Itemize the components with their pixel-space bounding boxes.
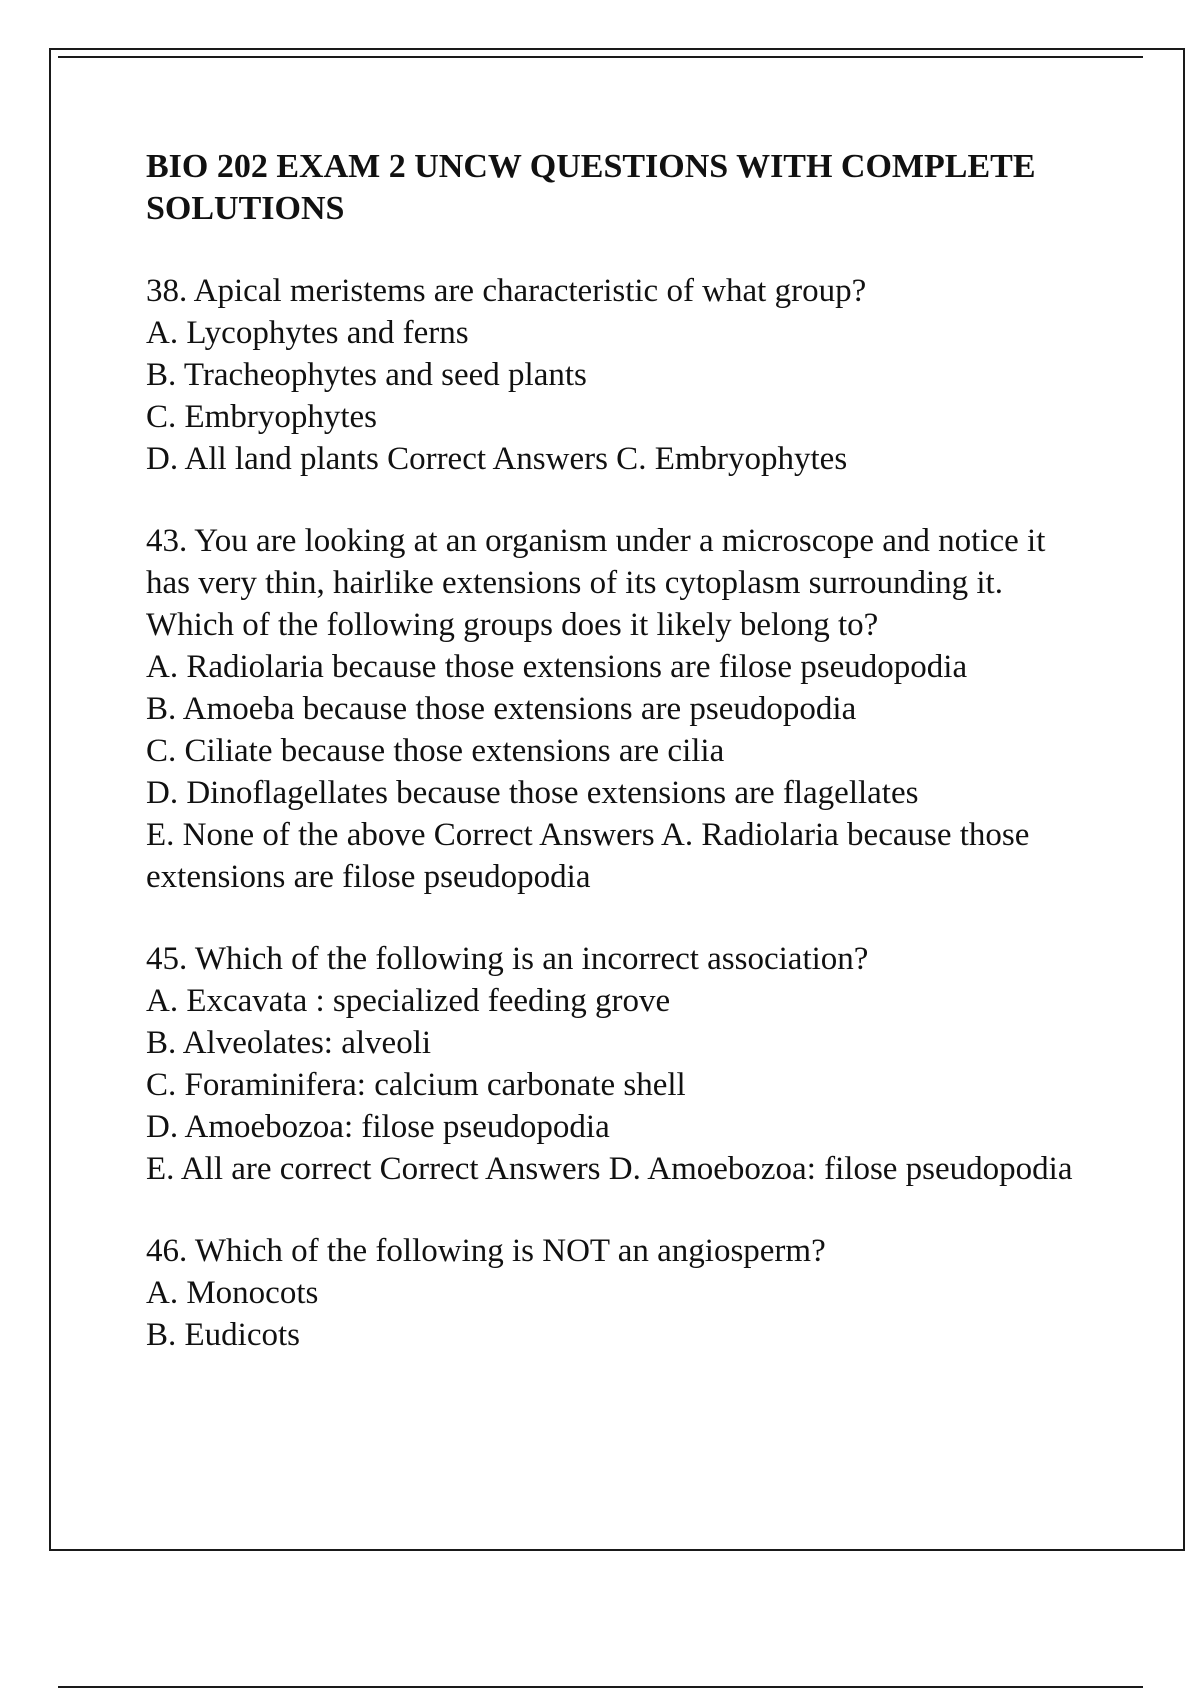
question-stem: 46. Which of the following is NOT an angiosperm?	[146, 1233, 826, 1269]
question-answer-line: E. All are correct Correct Answers D. Amoebozoa: filose pseudopodia	[146, 1151, 1073, 1187]
question-45	[146, 938, 1096, 1190]
question-option: B. Eudicots	[146, 1317, 300, 1353]
question-option: A. Monocots	[146, 1275, 319, 1311]
question-38	[146, 270, 1096, 480]
bottom-rule	[58, 1686, 1143, 1688]
document-title: BIO 202 EXAM 2 UNCW QUESTIONS WITH COMPLETE SOLUTIONS	[146, 148, 1036, 227]
question-answer-line: E. None of the above Correct Answers A. Radiolaria because those extensions are filose pseudopodia	[146, 817, 1030, 895]
question-option: A. Excavata : specialized feeding grove	[146, 983, 671, 1019]
top-rule	[58, 56, 1143, 58]
question-stem: 45. Which of the following is an incorrect association?	[146, 941, 869, 977]
question-option: C. Foraminifera: calcium carbonate shell	[146, 1067, 686, 1103]
question-option: C. Ciliate because those extensions are cilia	[146, 733, 725, 769]
question-option: B. Tracheophytes and seed plants	[146, 357, 587, 393]
question-43	[146, 520, 1096, 898]
question-option: C. Embryophytes	[146, 399, 377, 435]
question-option: A. Radiolaria because those extensions are filose pseudopodia	[146, 649, 968, 685]
question-46	[146, 1230, 1096, 1356]
document-body	[146, 146, 1096, 1396]
question-option: D. Amoebozoa: filose pseudopodia	[146, 1109, 610, 1145]
question-stem: 38. Apical meristems are characteristic of what group?	[146, 273, 867, 309]
question-option: A. Lycophytes and ferns	[146, 315, 469, 351]
question-option: D. Dinoflagellates because those extensions are flagellates	[146, 775, 919, 811]
question-option: B. Amoeba because those extensions are pseudopodia	[146, 691, 857, 727]
question-answer-line: D. All land plants Correct Answers C. Embryophytes	[146, 441, 848, 477]
question-option: B. Alveolates: alveoli	[146, 1025, 432, 1061]
question-stem: 43. You are looking at an organism under a microscope and notice it has very thin, hairlike extensions of its cytoplasm surrounding it. Which of the following groups does it likely belong to?	[146, 523, 1046, 643]
